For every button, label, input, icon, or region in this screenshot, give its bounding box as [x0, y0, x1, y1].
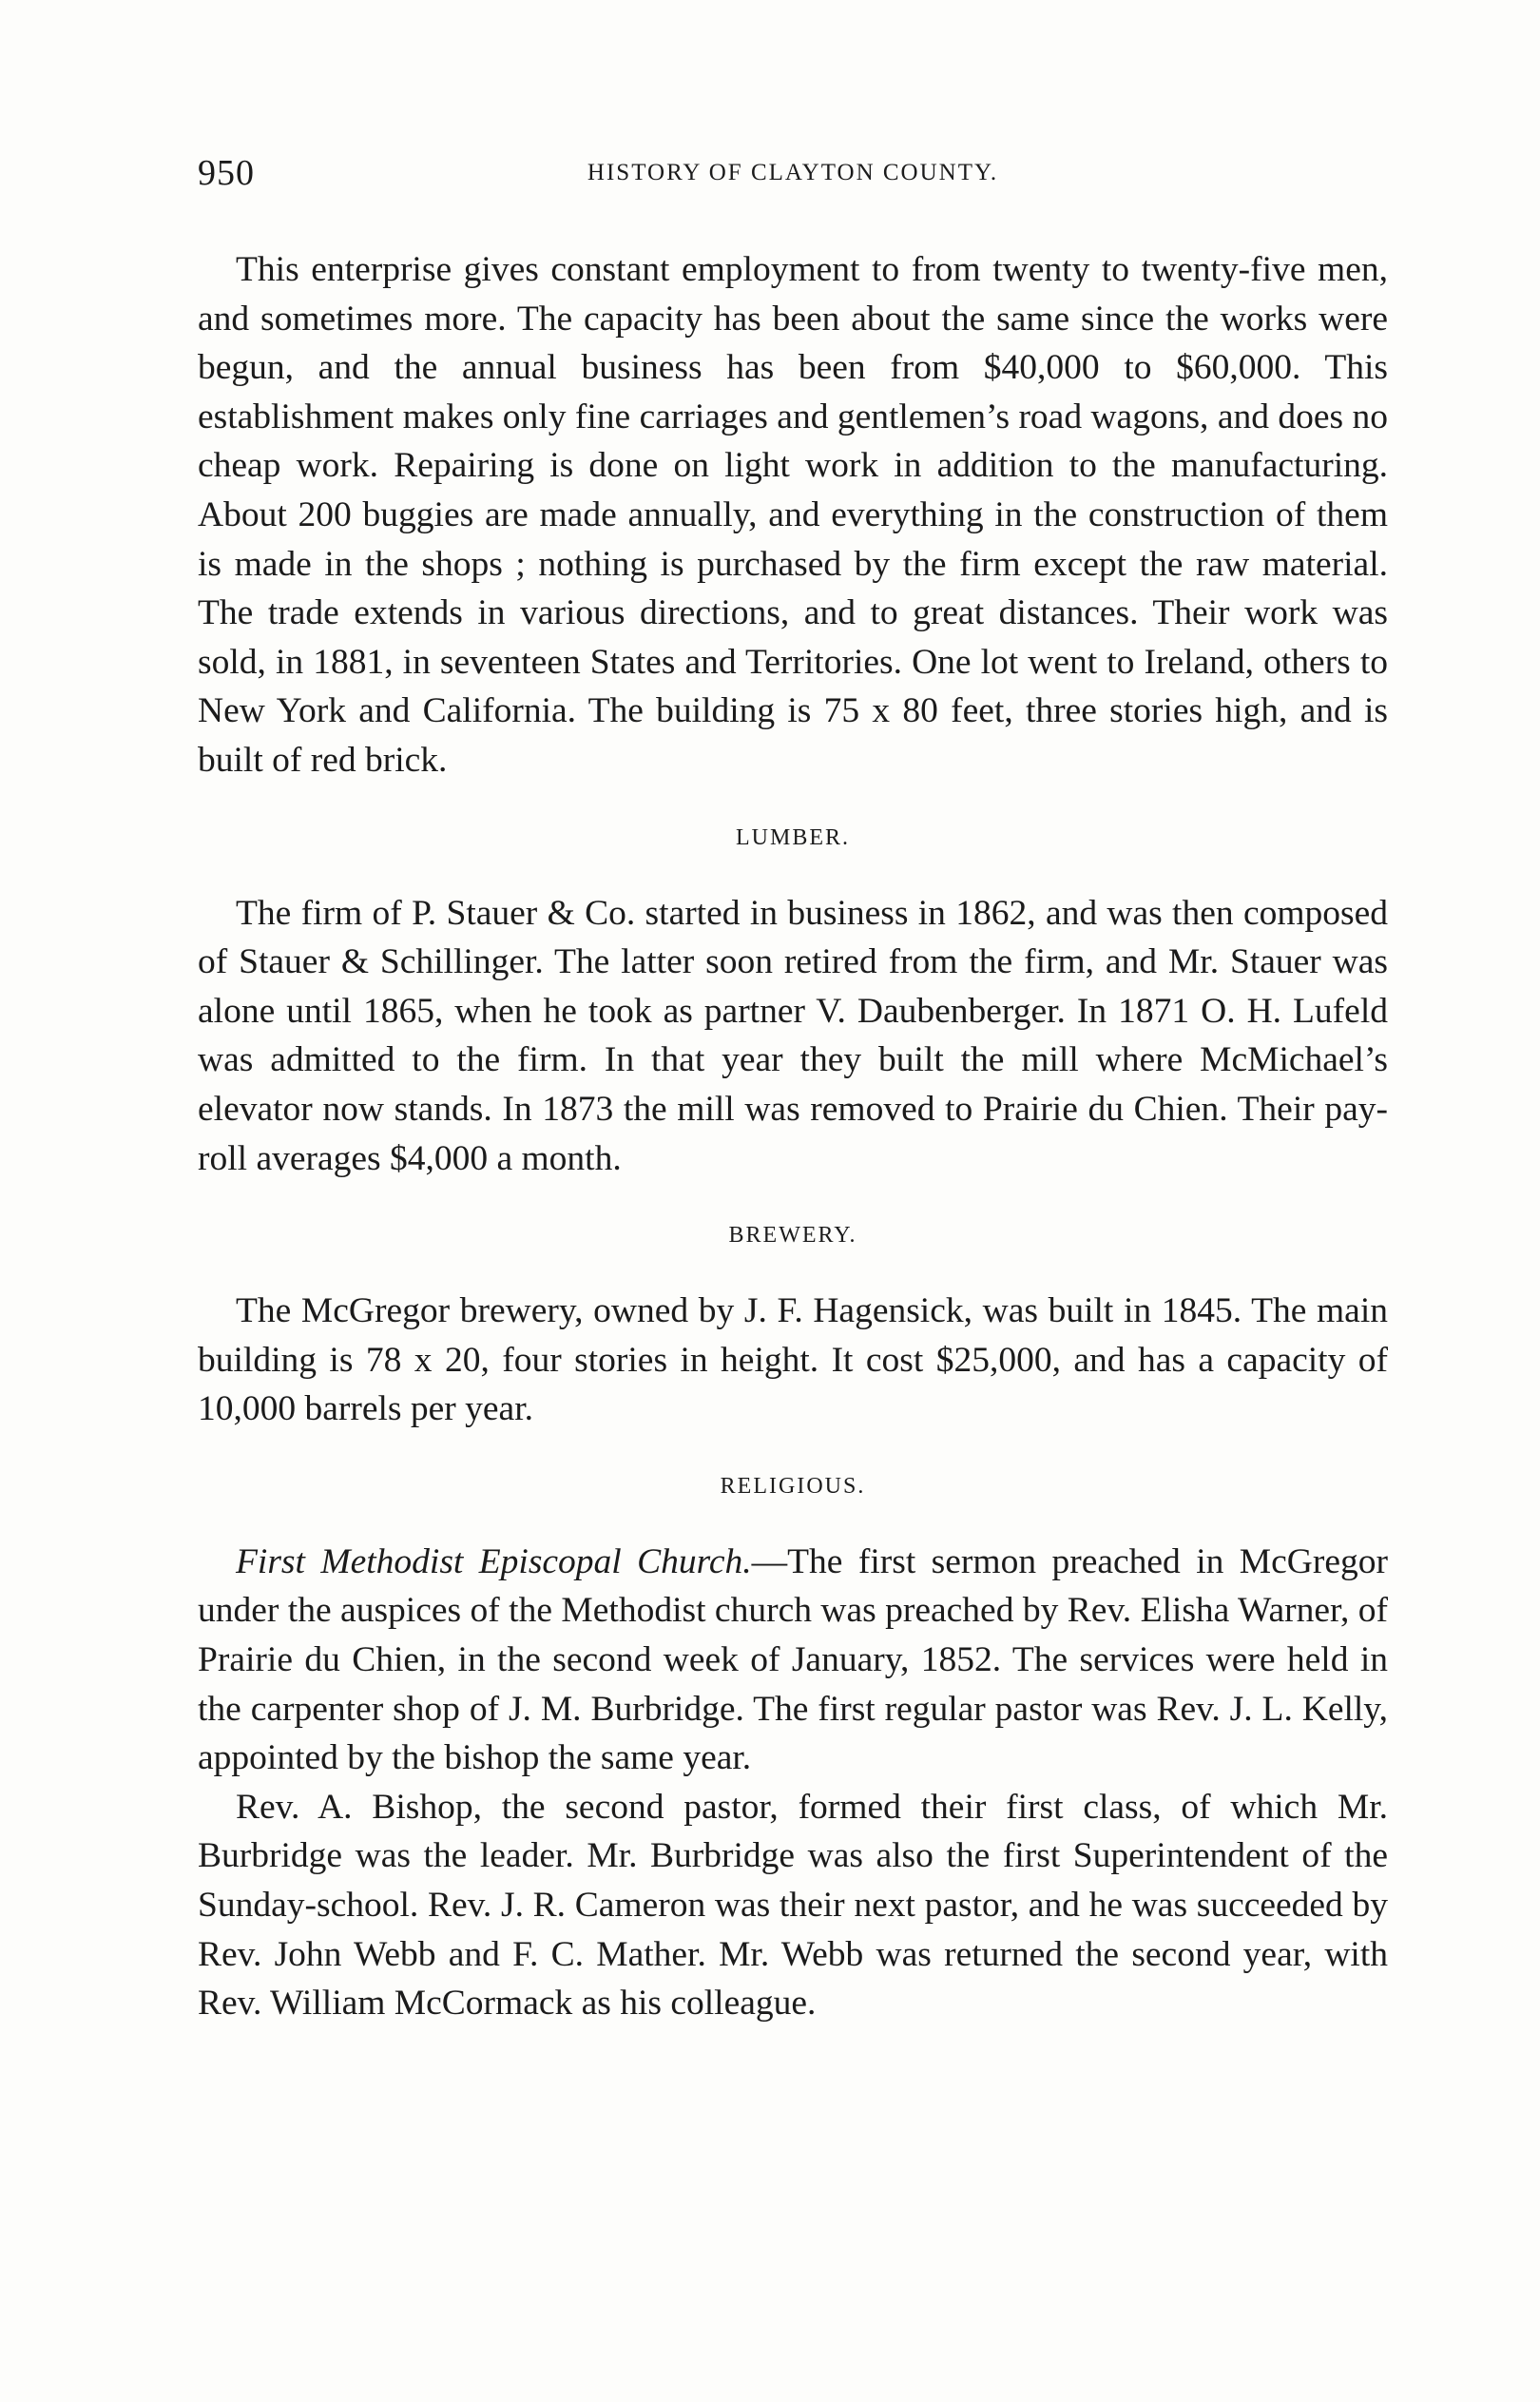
intro-paragraph: This enterprise gives constant employment to from twenty to twenty-five men, and sometimes more. The capacity has been about the same since the works were begun, and the annual business has been from $40,000 to $60,000. This establishment makes only fine carriages and gentlemen’s road wagons, and does no cheap work. Repairing is done on light work in addition to the manufacturing. About 200 buggies are made annually, and everything in the construction of them is made in the shops ; nothing is purchased by the firm except the raw material. The trade extends in various directions, and to great distances. Their work was sold, in 1881, in seventeen States and Territories. One lot went to Ireland, others to New York and California. The building is 75 x 80 feet, three stories high, and is built of red brick.: [198, 250, 1388, 780]
book-page: [198, 152, 1388, 2028]
lumber-paragraph: The firm of P. Stauer & Co. started in business in 1862, and was then composed of Stauer & Schillinger. The latter soon retired from the firm, and Mr. Stauer was alone until 1865, when he took as partner V. Daubenberger. In 1871 O. H. Lufeld was admitted to the firm. In that year they built the mill where McMichael’s elevator now stands. In 1873 the mill was removed to Prairie du Chien. Their pay-roll averages $4,000 a month.: [198, 893, 1388, 1178]
running-head: [198, 152, 1388, 209]
page-number: 950: [198, 153, 255, 193]
brewery-heading: BREWERY.: [728, 1223, 857, 1249]
religious-paragraph-1: [198, 1538, 1388, 1783]
church-name-lead: First Methodist Episcopal Church.: [236, 1541, 752, 1581]
religious-heading: RELIGIOUS.: [720, 1473, 866, 1499]
religious-paragraph-1-text: —The first sermon preached in McGregor under the auspices of the Methodist church was preached by Rev. Elisha Warner, of Prairie du Chien, in the second week of January, 1852. The services were held in the carpenter shop of J. M. Burbridge. The first regular pastor was Rev. J. L. Kelly, appointed by the bishop the same year.: [198, 1541, 1388, 1778]
lumber-heading: LUMBER.: [735, 824, 850, 850]
running-title: HISTORY OF CLAYTON COUNTY.: [587, 160, 999, 185]
brewery-paragraph: The McGregor brewery, owned by J. F. Hagensick, was built in 1845. The main building is 78 x 20, four stories in height. It cost $25,000, and has a capacity of 10,000 barrels per year.: [198, 1291, 1388, 1429]
religious-paragraph-2: Rev. A. Bishop, the second pastor, formed their first class, of which Mr. Burbridge was the leader. Mr. Burbridge was also the first Superintendent of the Sunday-school. Rev. J. R. Cameron was their next pastor, and he was succeeded by Rev. John Webb and F. C. Mather. Mr. Webb was returned the second year, with Rev. William McCormack as his colleague.: [198, 1787, 1388, 2024]
